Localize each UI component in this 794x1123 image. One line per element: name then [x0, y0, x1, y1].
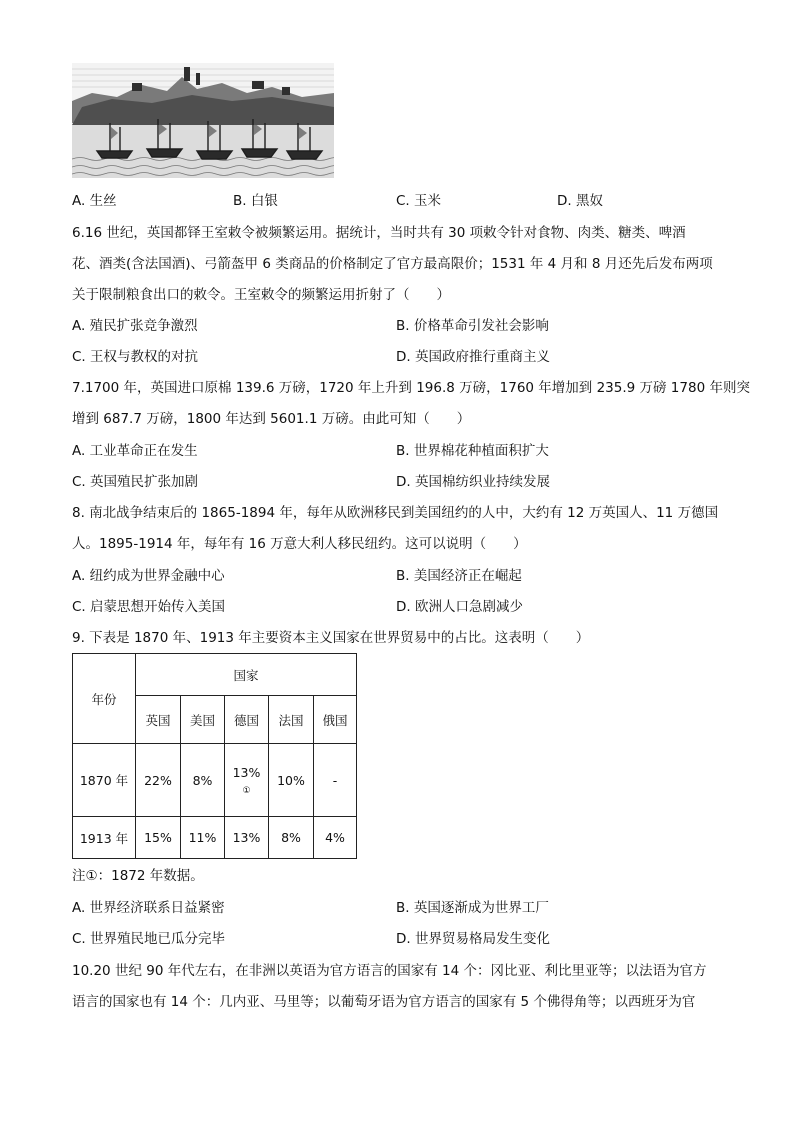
row-year: 1913 年 [73, 817, 136, 859]
country-france: 法国 [269, 696, 314, 744]
table-cell: 22% [136, 744, 181, 817]
year-header: 年份 [73, 654, 136, 744]
table-cell: 11% [181, 817, 225, 859]
note-mark: ① [242, 785, 251, 796]
q9-stem: 9. 下表是 1870 年、1913 年主要资本主义国家在世界贸易中的占比。这表明（ ） [72, 630, 590, 646]
table-cell: - [314, 744, 357, 817]
q6-option-a[interactable]: A. 殖民扩张竞争激烈 [72, 318, 198, 334]
q5-option-a[interactable]: A. 生丝 [72, 193, 117, 209]
q6-stem-line-3: 关于限制粮食出口的敕令。王室敕令的频繁运用折射了（ ） [72, 287, 450, 303]
country-russia: 俄国 [314, 696, 357, 744]
q7-option-c[interactable]: C. 英国殖民扩张加剧 [72, 474, 199, 490]
q8-option-d[interactable]: D. 欧洲人口急剧减少 [396, 599, 523, 615]
q9-option-b[interactable]: B. 英国逐渐成为世界工厂 [396, 900, 549, 916]
q7-option-d[interactable]: D. 英国棉纺织业持续发展 [396, 474, 550, 490]
country-us: 美国 [181, 696, 225, 744]
table-cell: 15% [136, 817, 181, 859]
q8-option-c[interactable]: C. 启蒙思想开始传入美国 [72, 599, 226, 615]
q8-stem-line-2: 人。1895-1914 年，每年有 16 万意大利人移民纽约。这可以说明（ ） [72, 536, 527, 552]
q6-option-c[interactable]: C. 王权与教权的对抗 [72, 349, 199, 365]
q10-stem-line-1: 10.20 世纪 90 年代左右，在非洲以英语为官方语言的国家有 14 个：冈比亚、利比里亚等；以法语为官方 [72, 963, 707, 979]
table-cell: 4% [314, 817, 357, 859]
q8-option-a[interactable]: A. 纽约成为世界金融中心 [72, 568, 225, 584]
country-header: 国家 [136, 654, 357, 696]
table-row [73, 744, 357, 817]
q9-table-note: 注①：1872 年数据。 [72, 868, 204, 884]
row-year: 1870 年 [73, 744, 136, 817]
country-uk: 英国 [136, 696, 181, 744]
table-cell: 10% [269, 744, 314, 817]
q5-option-d[interactable]: D. 黑奴 [557, 193, 603, 209]
q6-stem-line-2: 花、酒类(含法国酒)、弓箭盔甲 6 类商品的价格制定了官方最高限价；1531 年 4 月和 8 月还先后发布两项 [72, 256, 713, 272]
q9-option-c[interactable]: C. 世界殖民地已瓜分完毕 [72, 931, 226, 947]
table-cell-with-note [225, 744, 269, 817]
q8-stem-line-1: 8. 南北战争结束后的 1865-1894 年，每年从欧洲移民到美国纽约的人中，大约有 12 万英国人、11 万德国 [72, 505, 719, 521]
q5-option-b[interactable]: B. 白银 [233, 193, 278, 209]
q9-option-a[interactable]: A. 世界经济联系日益紧密 [72, 900, 225, 916]
q5-option-c[interactable]: C. 玉米 [396, 193, 442, 209]
q6-option-d[interactable]: D. 英国政府推行重商主义 [396, 349, 550, 365]
q10-stem-line-2: 语言的国家也有 14 个：几内亚、马里等；以葡萄牙语为官方语言的国家有 5 个佛得角等；以西班牙为官 [72, 994, 696, 1010]
q8-option-b[interactable]: B. 美国经济正在崛起 [396, 568, 522, 584]
harbor-ships-engraving [72, 63, 334, 178]
table-row [73, 817, 357, 859]
q9-option-d[interactable]: D. 世界贸易格局发生变化 [396, 931, 550, 947]
q6-stem-line-1: 6.16 世纪，英国都铎王室敕令被频繁运用。据统计，当时共有 30 项敕令针对食物、肉类、糖类、啤酒 [72, 225, 686, 241]
country-germany: 德国 [225, 696, 269, 744]
table-cell: 8% [269, 817, 314, 859]
table-cell: 8% [181, 744, 225, 817]
table-cell: 13% [225, 817, 269, 859]
q7-option-b[interactable]: B. 世界棉花种植面积扩大 [396, 443, 549, 459]
trade-share-table [72, 653, 357, 859]
q7-option-a[interactable]: A. 工业革命正在发生 [72, 443, 198, 459]
table-cell-value: 13% [232, 764, 261, 780]
q6-option-b[interactable]: B. 价格革命引发社会影响 [396, 318, 549, 334]
q7-stem-line-2: 增到 687.7 万磅，1800 年达到 5601.1 万磅。由此可知（ ） [72, 411, 471, 427]
q7-stem-line-1: 7.1700 年，英国进口原棉 139.6 万磅，1720 年上升到 196.8 万磅，1760 年增加到 235.9 万磅 1780 年则突 [72, 380, 750, 396]
